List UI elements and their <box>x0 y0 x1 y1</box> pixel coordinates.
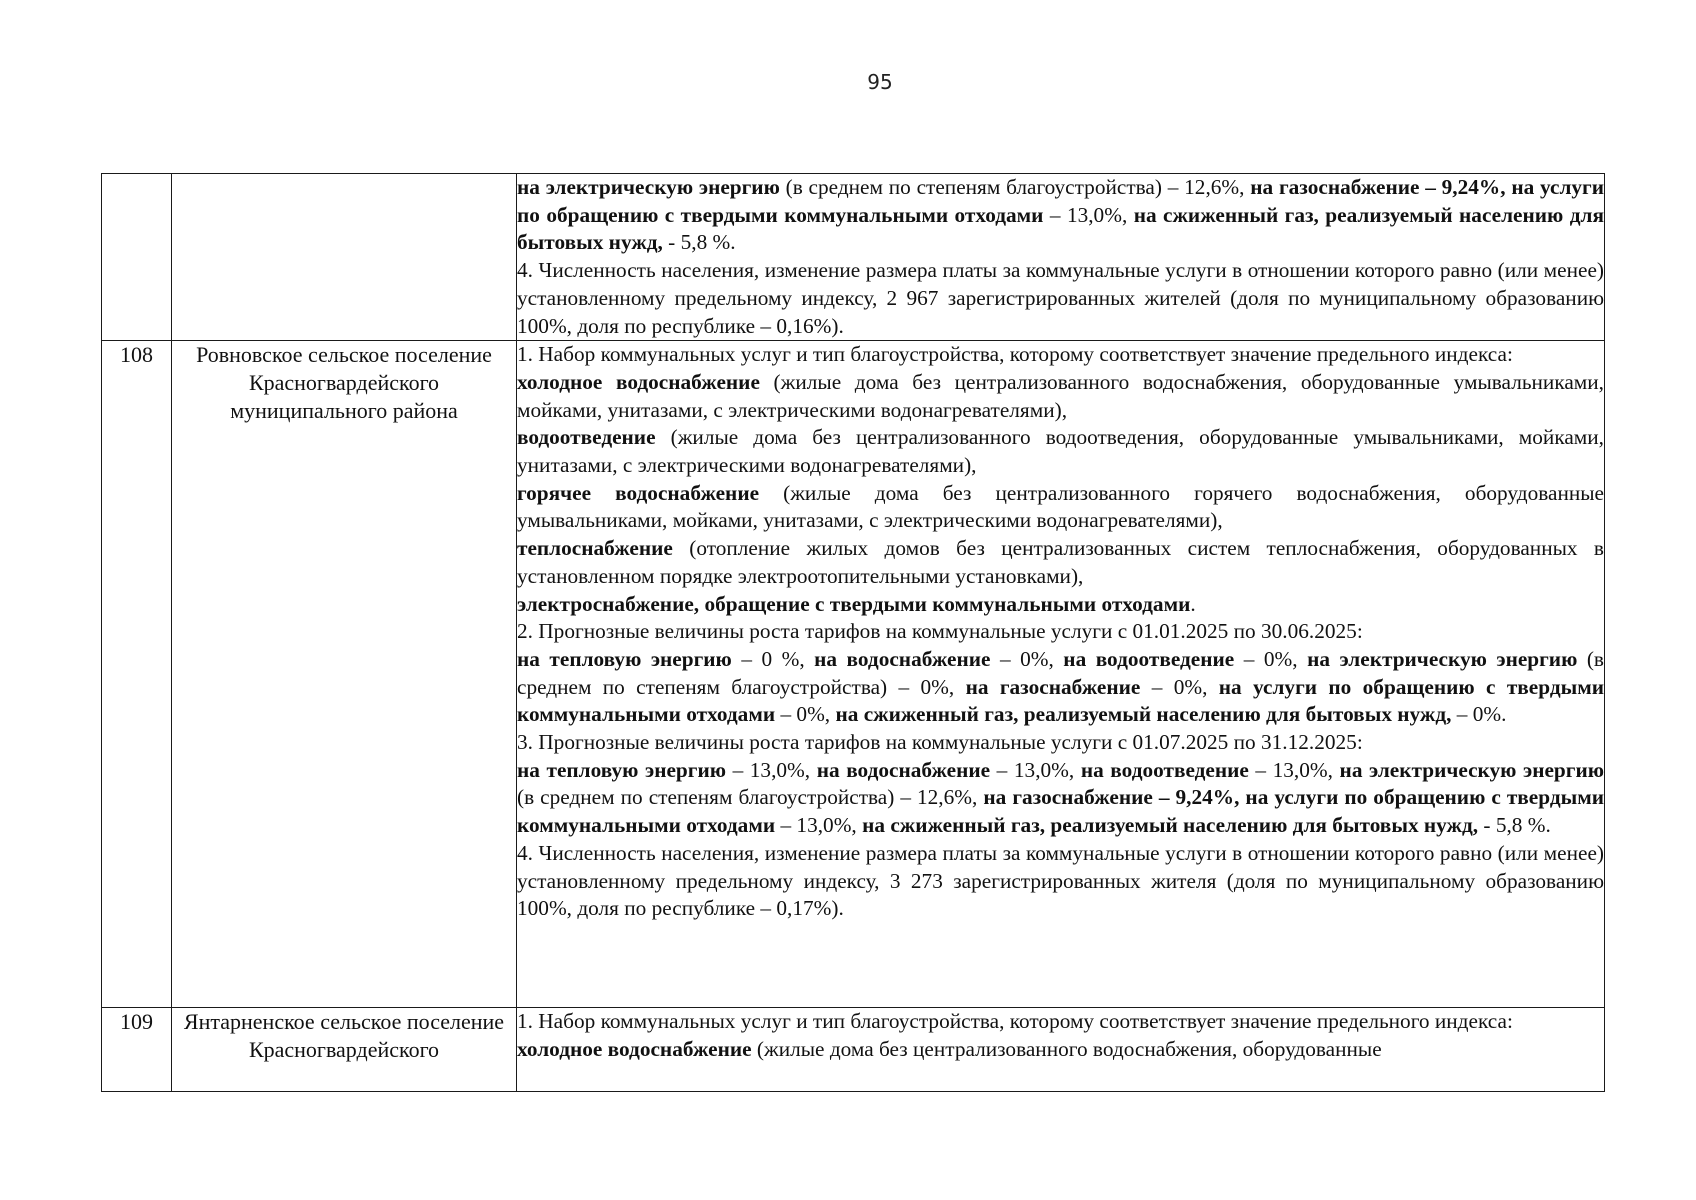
tariff-table <box>101 173 1605 1092</box>
page-number: 95 <box>867 70 893 94</box>
municipality-name-cell <box>172 1008 517 1092</box>
text-run: 3. Прогнозные величины роста тарифов на коммунальные услуги с 01.07.2025 по 31.12.2025: <box>517 730 1363 755</box>
text-run: 1. Набор коммунальных услуг и тип благоустройства, которому соответствует значение предельного индекса: <box>517 1009 1513 1034</box>
description-paragraph <box>517 618 1604 646</box>
table-row <box>102 341 1605 1008</box>
bold-text-run: электроснабжение, обращение с твердыми коммунальными отходами <box>517 591 1191 616</box>
text-run: (в среднем по степеням благоустройства) – 0%, <box>517 646 1604 699</box>
bold-text-run: водоотведение <box>517 425 656 450</box>
municipality-name-cell <box>172 174 517 341</box>
description-paragraph <box>517 535 1604 590</box>
row-number-cell: 108 <box>102 341 172 1008</box>
text-run: (в среднем по степеням благоустройства) – 12,6%, <box>779 175 1251 199</box>
bold-text-run: на газоснабжение – 9,24%, на услуги по обращению с твердыми коммунальными отходами <box>517 785 1604 838</box>
description-paragraph <box>517 646 1604 729</box>
municipality-name-line: Красногвардейского <box>248 1037 440 1063</box>
table-row <box>102 174 1605 341</box>
description-paragraph <box>517 729 1604 757</box>
description-paragraph <box>517 840 1604 923</box>
municipality-name-line: Ровновское сельское поселение <box>196 342 492 368</box>
bold-text-run: на водоотведение <box>1063 646 1235 671</box>
bold-text-run: на услуги по обращению с твердыми коммунальными отходами <box>517 674 1604 727</box>
description-paragraph <box>517 369 1604 424</box>
description-paragraph <box>517 341 1604 369</box>
text-run: 2. Прогнозные величины роста тарифов на коммунальные услуги с 01.01.2025 по 30.06.2025: <box>517 619 1363 644</box>
description-paragraph <box>517 480 1604 535</box>
bold-text-run: на водоотведение <box>1080 757 1249 782</box>
bold-text-run: на сжиженный газ, реализуемый населению для бытовых нужд, <box>862 813 1479 838</box>
description-paragraph <box>517 424 1604 479</box>
bold-text-run: на водоснабжение <box>814 646 991 671</box>
description-paragraph <box>517 1008 1604 1036</box>
text-run: 1. Набор коммунальных услуг и тип благоустройства, которому соответствует значение предельного индекса: <box>517 342 1513 367</box>
row-number-cell: 109 <box>102 1008 172 1092</box>
description-cell <box>517 1008 1605 1092</box>
text-run: (жилые дома без централизованного водоснабжения, оборудованные умывальниками, мойками, унитазами, с электрическими водонагревателями), <box>517 369 1604 422</box>
text-run: . <box>1190 591 1196 616</box>
text-run: – 0%, <box>775 702 836 727</box>
text-run: (жилые дома без централизованного водоснабжения, оборудованные <box>751 1036 1382 1061</box>
table-row <box>102 1008 1605 1092</box>
text-run: (жилые дома без централизованного водоотведения, оборудованные умывальниками, мойками, унитазами, с электрическими водонагревателями), <box>517 425 1604 478</box>
text-run: – 13,0%, <box>990 757 1081 782</box>
text-run: 4. Численность населения, изменение размера платы за коммунальные услуги в отношении которого равно (или менее) установленному предельному индексу, 2 967 зарегистрированных жителей (доля по муниципальному образованию 100%, доля по республике – 0,16%). <box>517 258 1604 338</box>
text-run: – 0 %, <box>731 646 815 671</box>
text-run: – 0%, <box>1140 674 1219 699</box>
bold-text-run: на электрическую энергию <box>517 175 780 199</box>
text-run: – 0%, <box>990 646 1064 671</box>
bold-text-run: теплоснабжение <box>517 536 673 561</box>
bold-text-run: горячее водоснабжение <box>517 480 760 505</box>
description-paragraph <box>517 174 1604 257</box>
bold-text-run: на сжиженный газ, реализуемый населению для бытовых нужд, <box>835 702 1452 727</box>
text-run: – 0%, <box>1234 646 1308 671</box>
description-paragraph <box>517 757 1604 840</box>
municipality-name-line: Янтарненское сельское поселение <box>183 1009 505 1035</box>
text-run: – 13,0%, <box>775 813 863 838</box>
description-cell <box>517 341 1605 1008</box>
bold-text-run: на электрическую энергию <box>1307 646 1578 671</box>
municipality-name-cell <box>172 341 517 1008</box>
bold-text-run: холодное водоснабжение <box>517 1036 752 1061</box>
description-cell <box>517 174 1605 341</box>
text-run: (в среднем по степеням благоустройства) – 12,6%, <box>517 785 984 810</box>
description-paragraph <box>517 257 1604 340</box>
bold-text-run: холодное водоснабжение <box>517 369 760 394</box>
bold-text-run: на газоснабжение <box>965 674 1141 699</box>
text-run: - 5,8 %. <box>662 230 736 255</box>
bold-text-run: на газоснабжение – 9,24%, на услуги по обращению с твердыми коммунальными отходами <box>517 175 1604 227</box>
text-run: – 13,0%, <box>1248 757 1340 782</box>
bold-text-run: на электрическую энергию <box>1339 757 1604 782</box>
text-run: (жилые дома без централизованного горячего водоснабжения, оборудованные умывальниками, мойками, унитазами, с электрическими водонагревателями), <box>517 480 1605 533</box>
description-paragraph <box>517 591 1604 619</box>
bold-text-run: на сжиженный газ, реализуемый населению для бытовых нужд, <box>517 202 1604 255</box>
text-run: (отопление жилых домов без централизованных систем теплоснабжения, оборудованных в установленном порядке электроотопительными установками), <box>517 536 1604 588</box>
bold-text-run: на тепловую энергию <box>517 757 726 782</box>
text-run: – 13,0%, <box>1043 202 1134 227</box>
row-number-cell <box>102 174 172 341</box>
municipality-name-line: Красногвардейского муниципального района <box>230 370 458 424</box>
bold-text-run: на тепловую энергию <box>517 646 732 671</box>
text-run: – 0%. <box>1451 702 1507 727</box>
text-run: - 5,8 %. <box>1478 813 1551 838</box>
text-run: 4. Численность населения, изменение размера платы за коммунальные услуги в отношении которого равно (или менее) установленному предельному индексу, 3 273 зарегистрированных жителя (доля по муниципальному образованию 100%, доля по республике – 0,17%). <box>517 840 1604 921</box>
description-paragraph <box>517 1036 1604 1064</box>
bold-text-run: на водоснабжение <box>816 757 991 782</box>
text-run: – 13,0%, <box>726 757 817 782</box>
